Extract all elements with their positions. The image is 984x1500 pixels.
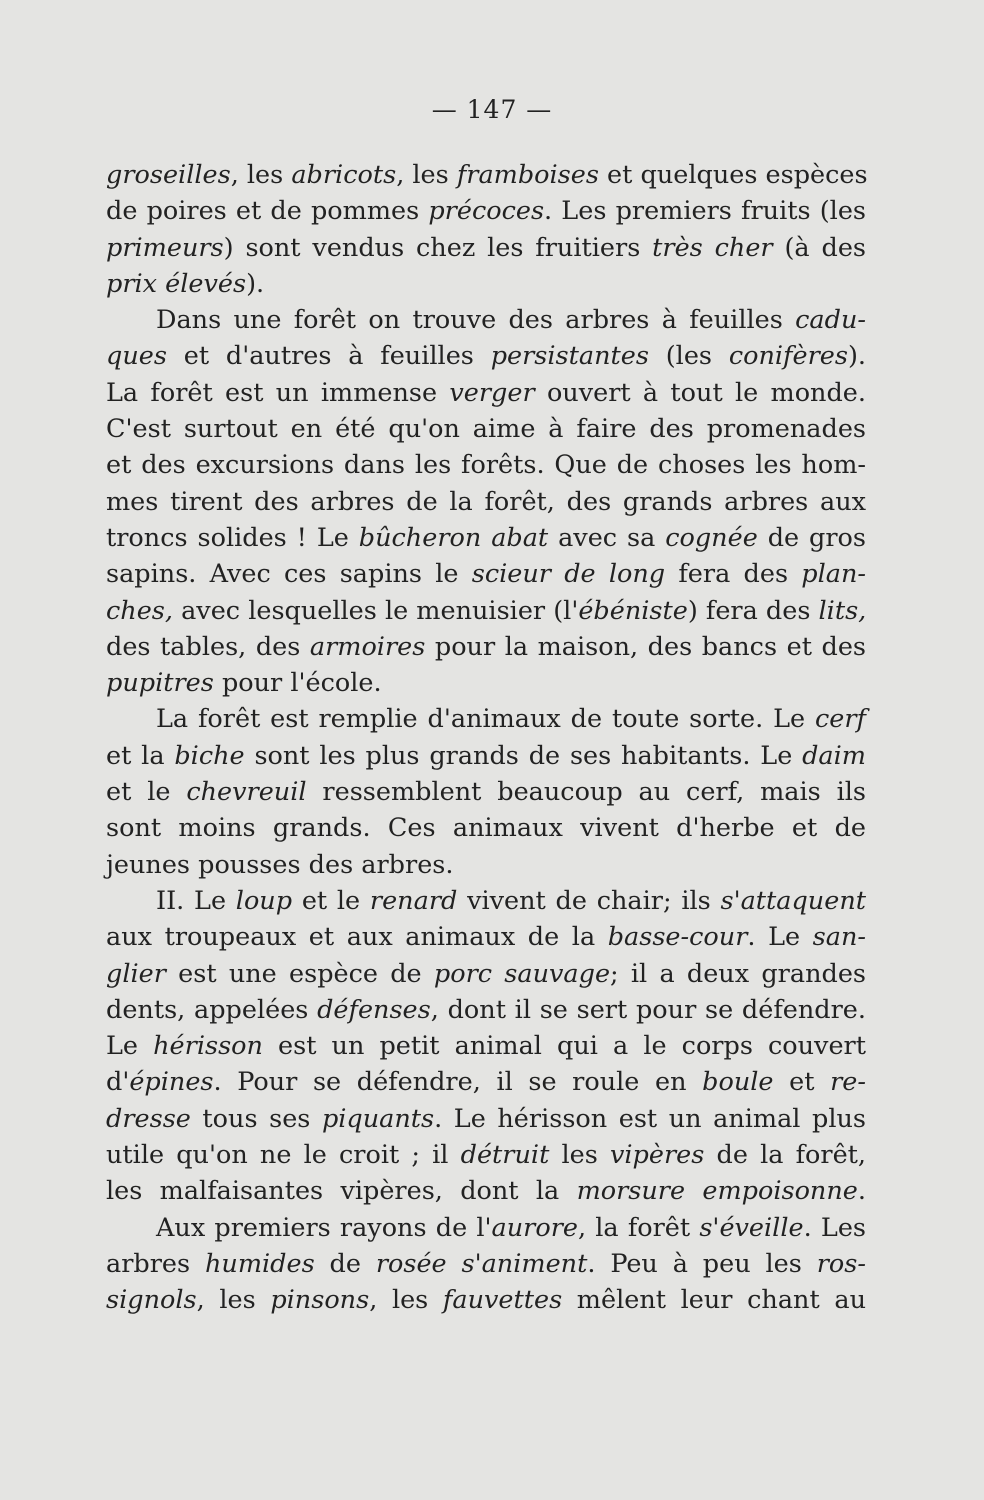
text-run: ) sont vendus chez les fruitiers — [223, 232, 653, 263]
text-line — [106, 411, 866, 447]
text-line — [106, 447, 866, 483]
text-line — [106, 484, 866, 520]
text-line — [106, 230, 866, 266]
italic-term: cognée — [665, 522, 758, 553]
italic-term: épines — [129, 1067, 214, 1098]
text-run: de poires et de pommes — [106, 196, 429, 227]
text-line — [106, 992, 866, 1028]
italic-term: très cher — [652, 232, 773, 263]
text-run: sont les plus grands de ses habitants. Le — [244, 740, 803, 771]
text-line — [106, 847, 866, 883]
text-run: . Le hérisson est un animal plus — [434, 1103, 866, 1134]
italic-term: renard — [369, 885, 458, 916]
italic-term: verger — [449, 377, 535, 408]
italic-term: morsure empoisonne — [576, 1176, 858, 1207]
text-line — [106, 1246, 866, 1282]
text-body — [106, 157, 866, 1319]
text-run: (les — [648, 341, 729, 372]
text-run: C'est surtout en été qu'on aime à faire des promenades — [106, 414, 866, 445]
italic-term: rosée s'animent — [375, 1248, 588, 1279]
italic-term: bûcheron abat — [358, 522, 549, 553]
text-run: , les — [369, 1285, 443, 1316]
text-run: ) fera des — [687, 595, 819, 626]
text-line — [106, 1282, 866, 1318]
text-run: . Pour se défendre, il se roule en — [213, 1067, 703, 1098]
text-run: , les — [396, 160, 457, 190]
text-run: pour la maison, des bancs et des — [425, 631, 866, 662]
text-run: arbres — [106, 1248, 205, 1279]
italic-term: porc sauvage — [433, 958, 611, 989]
text-run: mes tirent des arbres de la forêt, des grands arbres aux — [106, 486, 866, 517]
text-line — [106, 520, 866, 556]
text-run: aux troupeaux et aux animaux de la — [106, 922, 608, 953]
text-line — [106, 1064, 866, 1100]
text-line — [106, 556, 866, 592]
italic-term: conifères — [728, 341, 848, 372]
italic-term: piquants — [321, 1103, 435, 1134]
text-run: , dont il se sert pour se défendre. — [430, 994, 866, 1025]
text-line — [106, 266, 866, 302]
italic-term: framboises — [456, 160, 599, 190]
text-run: . Le — [747, 922, 813, 953]
text-run: et le — [292, 885, 370, 916]
italic-term: chevreuil — [186, 777, 307, 808]
italic-term: groseilles — [106, 160, 231, 190]
text-run: est une espèce de — [165, 958, 434, 989]
italic-term: san- — [812, 922, 867, 953]
text-run: sont moins grands. Ces animaux vivent d'herbe et de — [106, 813, 866, 844]
text-run: , la forêt — [577, 1212, 700, 1243]
page-number: — 147 — — [431, 95, 553, 124]
text-line — [106, 956, 866, 992]
text-run: dents, appelées — [106, 994, 318, 1025]
text-line — [106, 919, 866, 955]
text-run: Dans une forêt on trouve des arbres à feuilles — [156, 305, 796, 336]
italic-term: basse-cour — [607, 922, 748, 953]
italic-term: scieur de long — [471, 559, 666, 590]
italic-term: ros- — [816, 1248, 866, 1279]
italic-term: défenses — [317, 994, 431, 1025]
text-run: les — [549, 1140, 610, 1171]
text-line — [106, 302, 866, 338]
text-run: tous ses — [190, 1103, 322, 1134]
text-line — [106, 593, 866, 629]
text-line — [106, 774, 866, 810]
italic-term: ques — [106, 341, 167, 372]
text-run: d' — [106, 1067, 130, 1098]
italic-term: fauvettes — [442, 1285, 563, 1316]
text-run: les malfaisantes vipères, dont la — [106, 1176, 577, 1207]
text-run: ouvert à tout le monde. — [534, 377, 866, 408]
text-run: . — [857, 1176, 866, 1207]
text-run: et quelques espèces — [598, 160, 868, 190]
italic-term: détruit — [460, 1140, 550, 1171]
italic-term: primeurs — [106, 232, 224, 263]
italic-term: pinsons — [270, 1285, 370, 1316]
text-line — [106, 701, 866, 737]
text-run: de la forêt, — [704, 1140, 867, 1171]
text-run: est un petit animal qui a le corps couvert — [262, 1031, 866, 1062]
text-run: mêlent leur chant au — [562, 1285, 866, 1316]
text-run: utile qu'on ne le croit ; il — [106, 1140, 461, 1171]
italic-term: dresse — [106, 1103, 191, 1134]
text-line — [106, 810, 866, 846]
text-run: , les — [196, 1285, 271, 1316]
italic-term: re- — [830, 1067, 866, 1098]
text-run: ). — [847, 341, 866, 372]
text-run: et la — [106, 740, 175, 771]
italic-term: cerf — [815, 704, 866, 735]
text-run: . Les premiers fruits (les — [544, 196, 866, 227]
text-line — [106, 157, 866, 193]
text-run: et des excursions dans les forêts. Que de choses les hom- — [106, 450, 866, 481]
italic-term: humides — [204, 1248, 315, 1279]
italic-term: signols — [106, 1285, 197, 1316]
text-run: La forêt est remplie d'animaux de toute sorte. Le — [156, 704, 815, 735]
italic-term: prix élevés — [106, 268, 247, 299]
text-line — [106, 738, 866, 774]
italic-term: daim — [802, 740, 866, 771]
text-run: jeunes pousses des arbres. — [106, 849, 454, 880]
text-run: Aux premiers rayons de l' — [156, 1212, 492, 1243]
text-line — [106, 1101, 866, 1137]
text-line — [106, 1028, 866, 1064]
text-run: vivent de chair; ils — [457, 885, 721, 916]
italic-term: ébéniste — [578, 595, 688, 626]
text-run: (à des — [772, 232, 866, 263]
text-line — [106, 1173, 866, 1209]
italic-term: cadu- — [795, 305, 866, 336]
italic-term: aurore — [491, 1212, 578, 1243]
italic-term: vipères — [609, 1140, 705, 1171]
text-run: ; il a deux grandes — [610, 958, 866, 989]
text-line — [106, 193, 866, 229]
text-run: La forêt est un immense — [106, 377, 450, 408]
italic-term: ches, — [106, 595, 173, 626]
text-run: sapins. Avec ces sapins le — [106, 559, 472, 590]
text-run: . Les — [803, 1212, 866, 1243]
text-line — [106, 338, 866, 374]
text-run: de gros — [757, 522, 866, 553]
text-line — [106, 1210, 866, 1246]
text-run: avec sa — [548, 522, 666, 553]
text-run: , les — [230, 160, 292, 190]
text-run: ). — [246, 268, 265, 299]
text-run: pour l'école. — [213, 668, 382, 699]
text-run: . Peu à peu les — [587, 1248, 817, 1279]
text-run: ressemblent beaucoup au cerf, mais ils — [306, 777, 866, 808]
italic-term: plan- — [801, 559, 867, 590]
text-run: Le — [106, 1031, 154, 1062]
italic-term: persistantes — [490, 341, 649, 372]
text-run: et — [773, 1067, 831, 1098]
text-line — [106, 629, 866, 665]
text-line — [106, 883, 866, 919]
italic-term: s'attaquent — [720, 885, 866, 916]
italic-term: lits, — [818, 595, 867, 626]
italic-term: hérisson — [153, 1031, 263, 1062]
text-run: de — [314, 1248, 376, 1279]
italic-term: pupitres — [106, 668, 214, 699]
text-run: des tables, des — [106, 631, 310, 662]
text-run: et d'autres à feuilles — [166, 341, 491, 372]
text-run: fera des — [665, 559, 802, 590]
text-line — [106, 1137, 866, 1173]
text-run: II. Le — [156, 885, 236, 916]
italic-term: abricots — [291, 160, 397, 190]
text-run: troncs solides ! Le — [106, 522, 359, 553]
italic-term: précoces — [428, 196, 545, 227]
italic-term: biche — [174, 740, 245, 771]
italic-term: armoires — [309, 631, 426, 662]
italic-term: loup — [235, 885, 293, 916]
text-run: avec lesquelles le menuisier (l' — [173, 595, 579, 626]
text-line — [106, 665, 866, 701]
text-run: et le — [106, 777, 187, 808]
italic-term: boule — [702, 1067, 774, 1098]
italic-term: s'éveille — [699, 1212, 804, 1243]
text-line — [106, 375, 866, 411]
italic-term: glier — [106, 958, 166, 989]
